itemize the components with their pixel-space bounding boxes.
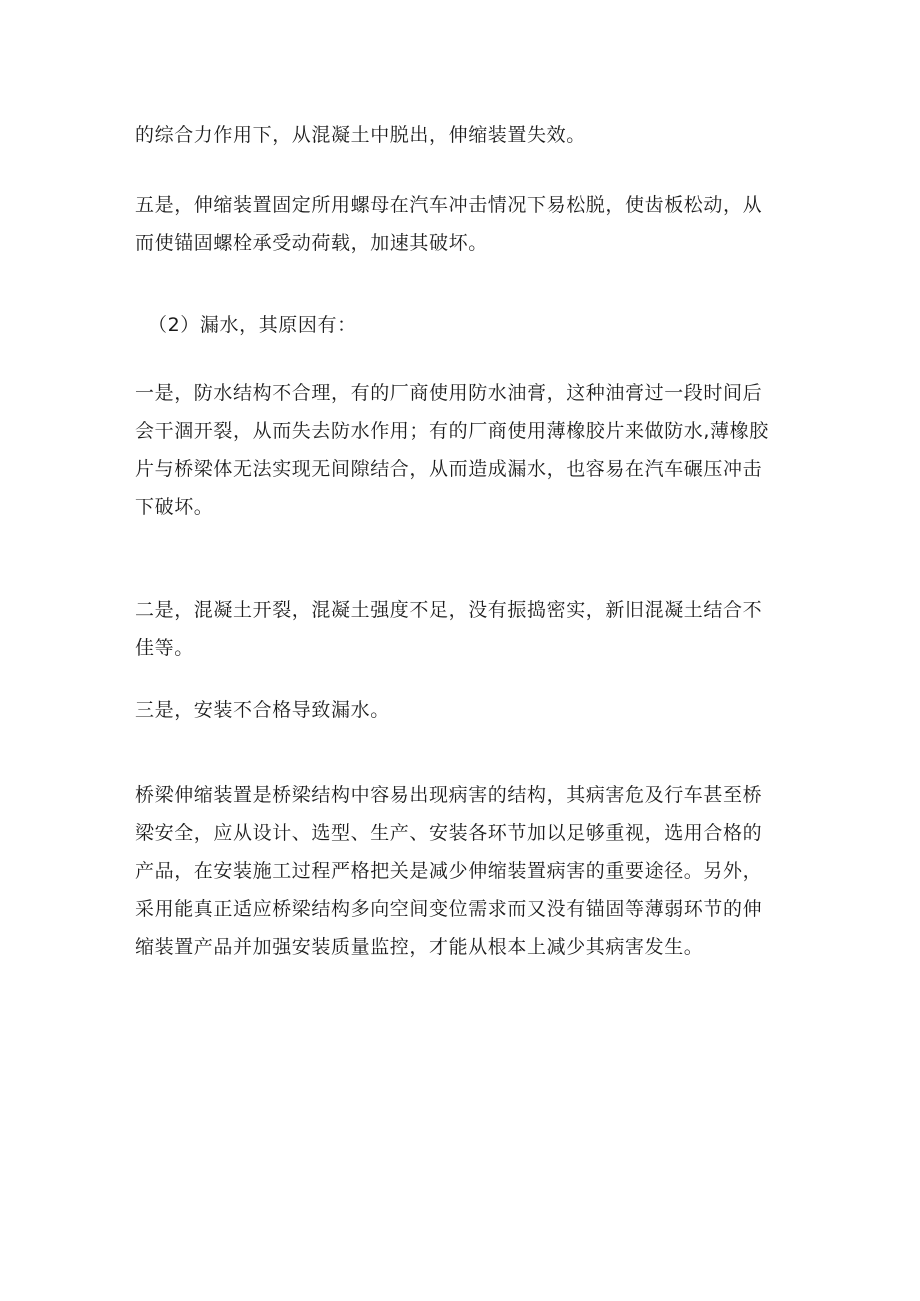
paragraph-6-line-1: 三是，安装不合格导致漏水。 (135, 699, 390, 721)
paragraph-5-line-2: 佳等。 (135, 637, 194, 659)
paragraph-3-line-1: （2）漏水，其原因有： (148, 314, 357, 336)
paragraph-4-line-1: 一是，防水结构不合理，有的厂商使用防水油膏，这种油膏过一段时间后 (135, 382, 763, 404)
paragraph-2 (135, 186, 795, 262)
paragraph-1-line-1: 的综合力作用下，从混凝土中脱出，伸缩装置失效。 (135, 124, 586, 146)
paragraph-5-line-1: 二是，混凝土开裂，混凝土强度不足，没有振捣密实，新旧混凝土结合不 (135, 599, 763, 621)
paragraph-1 (135, 116, 795, 154)
paragraph-4-line-3: 片与桥梁体无法实现无间隙结合，从而造成漏水，也容易在汽车碾压冲击 (135, 458, 763, 480)
paragraph-2-line-1: 五是，伸缩装置固定所用螺母在汽车冲击情况下易松脱，使齿板松动，从 (135, 194, 763, 216)
paragraph-4 (135, 374, 795, 526)
paragraph-7-line-3: 产品，在安装施工过程严格把关是减少伸缩装置病害的重要途径。另外， (135, 860, 763, 882)
paragraph-6 (135, 691, 795, 729)
paragraph-7-line-5: 缩装置产品并加强安装质量监控，才能从根本上减少其病害发生。 (135, 936, 704, 958)
paragraph-7-line-4: 采用能真正适应桥梁结构多向空间变位需求而又没有锚固等薄弱环节的伸 (135, 898, 763, 920)
paragraph-3-heading (148, 306, 808, 344)
paragraph-4-line-4: 下破坏。 (135, 496, 214, 518)
paragraph-7-line-2: 梁安全，应从设计、选型、生产、安装各环节加以足够重视，选用合格的 (135, 822, 763, 844)
paragraph-2-line-2: 而使锚固螺栓承受动荷载，加速其破坏。 (135, 232, 488, 254)
paragraph-7-line-1: 桥梁伸缩装置是桥梁结构中容易出现病害的结构，其病害危及行车甚至桥 (135, 784, 763, 806)
paragraph-7 (135, 776, 795, 966)
paragraph-5 (135, 591, 795, 667)
paragraph-4-line-2: 会干涸开裂，从而失去防水作用；有的厂商使用薄橡胶片来做防水,薄橡胶 (135, 420, 769, 442)
